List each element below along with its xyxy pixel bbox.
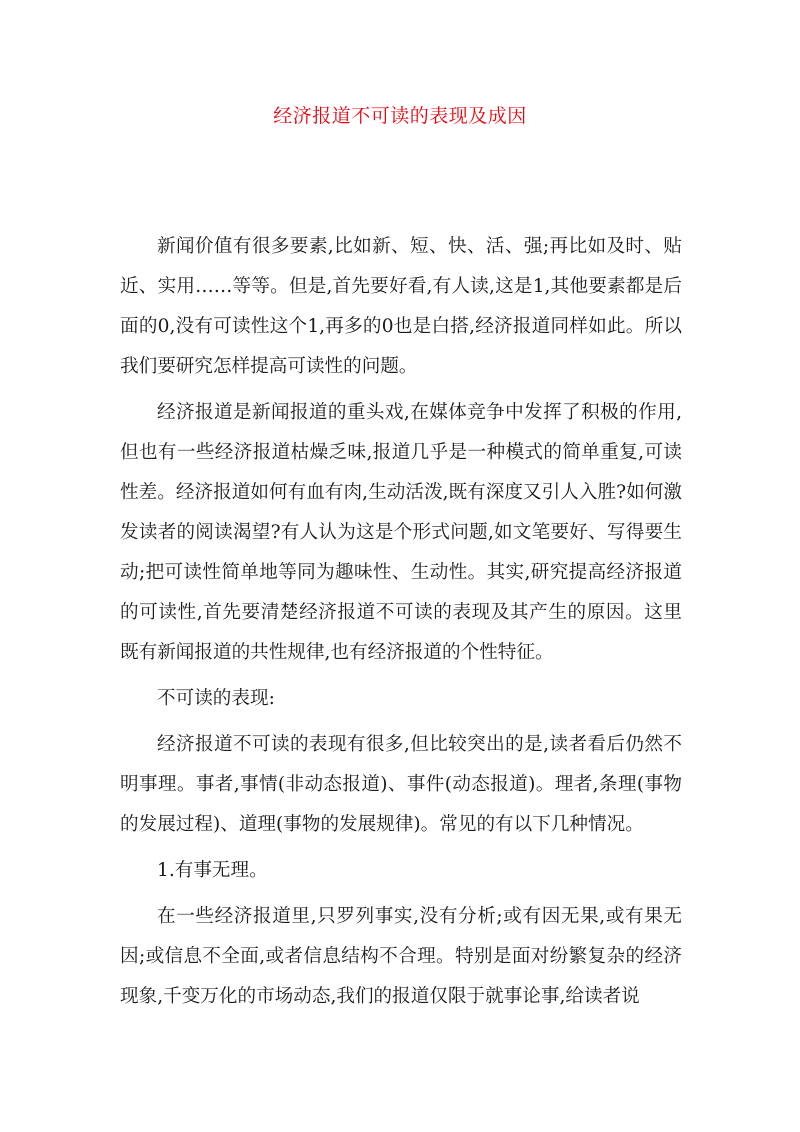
section-heading: 不可读的表现: (157, 688, 275, 709)
subsection-heading: 1.有事无理。 (157, 860, 268, 881)
document-title: 经济报道不可读的表现及成因 (273, 105, 527, 127)
document-body (120, 227, 682, 1023)
paragraph: 经济报道不可读的表现有很多,但比较突出的是,读者看后仍然不明事理。事者,事情(非动态报道)、事件(动态报道)。理者,条理(事物的发展过程)、道理(事物的发展规律)。常见的有以下几种情况。 (120, 734, 682, 835)
paragraph: 经济报道是新闻报道的重头戏,在媒体竞争中发挥了积极的作用,但也有一些经济报道枯燥乏味,报道几乎是一种模式的简单重复,可读性差。经济报道如何有血有肉,生动活泼,既有深度又引人入胜?如何激发读者的阅读渴望?有人认为这是个形式问题,如文笔要好、写得要生动;把可读性简单地等同为趣味性、生动性。其实,研究提高经济报道的可读性,首先要清楚经济报道不可读的表现及其产生的原因。这里既有新闻报道的共性规律,也有经济报道的个性特征。 (120, 402, 682, 663)
paragraph: 新闻价值有很多要素,比如新、短、快、活、强;再比如及时、贴近、实用……等等。但是,首先要好看,有人读,这是1,其他要素都是后面的0,没有可读性这个1,再多的0也是白搭,经济报道同样如此。所以我们要研究怎样提高可读性的问题。 (120, 236, 682, 377)
paragraph: 在一些经济报道里,只罗列事实,没有分析;或有因无果,或有果无因;或信息不全面,或者信息结构不合理。特别是面对纷繁复杂的经济现象,千变万化的市场动态,我们的报道仅限于就事论事,给读者说 (120, 906, 682, 1007)
